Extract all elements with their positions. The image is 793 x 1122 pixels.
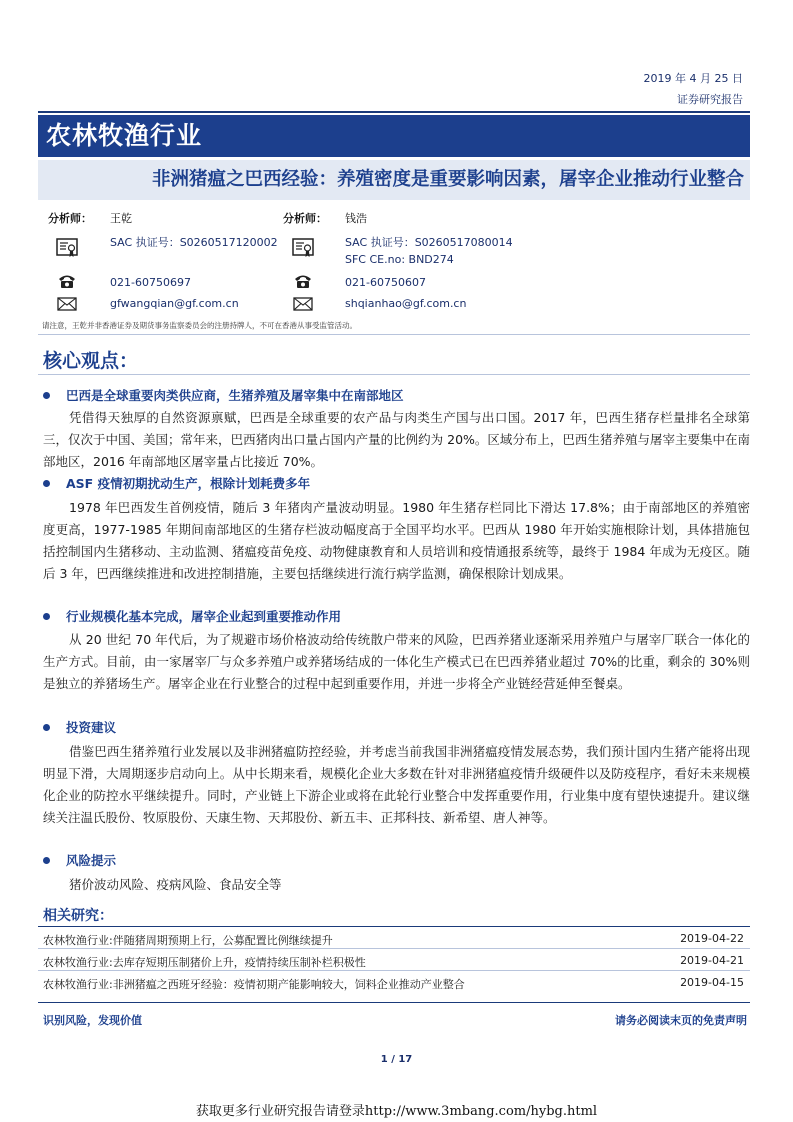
section-paragraph: 凭借得天独厚的自然资源禀赋，巴西是全球重要的农产品与肉类生产国与出口国。2017 年，巴西生猪存栏量排名全球第三，仅次于中国、美国；常年来，巴西猪肉出口量占国内产量的比例约为 20%。区域分布上，巴西生猪养殖与屠宰主要集中在南部地区，2016 年南部地区屠宰量占比接近 70%。 [43, 410, 750, 469]
section-divider [38, 334, 750, 335]
report-date: 2019 年 4 月 25 日 [643, 72, 743, 85]
section-heading: 风险提示 [43, 851, 116, 869]
section-paragraph: 猪价波动风险、疫病风险、食品安全等 [69, 877, 282, 892]
footer-disclaimer-link: 请务必阅读末页的免责声明 [615, 1014, 747, 1027]
bullet-icon [43, 480, 50, 487]
bullet-icon [43, 613, 50, 620]
related-item[interactable]: 农林牧渔行业:非洲猪瘟之西班牙经验：疫情初期产能影响较大，饲料企业推动产业整合 2019-04-15 [43, 976, 744, 991]
sac-number: SAC 执证号：S0260517120002 [110, 236, 278, 249]
bullet-icon [43, 857, 50, 864]
related-research-title: 相关研究： [43, 908, 113, 924]
section-heading: ASF 疫情初期扰动生产，根除计划耗费多年 [43, 474, 310, 492]
certificate-icon [292, 237, 314, 259]
section-paragraph: 从 20 世纪 70 年代后，为了规避市场价格波动给传统散户带来的风险，巴西养猪业逐渐采用养殖户与屠宰厂联合一体化的生产方式。目前，由一家屠宰厂与众多养殖户或养猪场结成的一体化生产模式已在巴西养猪业超过 70%的比重，剩余的 30%则是独立的养猪场生产。屠宰企业在行业整合的过程中起到重要作用，并进一步将全产业链经营延伸至餐桌。 [43, 632, 750, 691]
analyst-name: 钱浩 [345, 212, 367, 225]
phone-icon [292, 270, 314, 292]
related-separator [38, 948, 750, 949]
section-paragraph: 1978 年巴西发生首例疫情，随后 3 年猪肉产量波动明显。1980 年生猪存栏同比下滑达 17.8%；由于南部地区的养殖密度更高，1977-1985 年期间南部地区的生猪存栏波动幅度高于全国平均水平。巴西从 1980 年开始实施根除计划，具体措施包括控制国内生猪移动、主动监测、猪瘟疫苗免疫、动物健康教育和人员培训和疫情通报系统等，最终于 1984 年成为无疫区。随后 3 年，巴西继续推进和改进控制措施，主要包括继续进行流行病学监测，确保根除计划成果。 [43, 500, 750, 581]
phone-number: 021-60750697 [110, 276, 191, 289]
download-note[interactable]: 获取更多行业研究报告请登录http://www.3mbang.com/hybg.html [195, 1104, 598, 1119]
section-heading: 投资建议 [43, 718, 116, 736]
sector-title: 农林牧渔行业 [38, 115, 750, 157]
bullet-icon [43, 724, 50, 731]
footer-slogan: 识别风险，发现价值 [43, 1014, 142, 1027]
phone-number: 021-60750607 [345, 276, 426, 289]
analyst-label: 分析师： [48, 212, 92, 225]
bullet-icon [43, 392, 50, 399]
report-headline: 非洲猪瘟之巴西经验：养殖密度是重要影响因素，屠宰企业推动行业整合 [38, 160, 750, 200]
section-paragraph: 借鉴巴西生猪养殖行业发展以及非洲猪瘟防控经验，并考虑当前我国非洲猪瘟疫情发展态势，我们预计国内生猪产能将出现明显下滑，大周期逐步启动向上。从中长期来看，规模化企业大多数在针对非洲猪瘟疫情升级硬件以及防疫程序，看好未来规模化企业的防控水平继续提升。同时，产业链上下游企业或将在此轮行业整合中发挥重要作用，行业集中度有望快速提升。建议继续关注温氏股份、牧原股份、天康生物、天邦股份、新五丰、正邦科技、新希望、唐人神等。 [43, 744, 750, 825]
email-icon [56, 293, 78, 315]
regulatory-disclaimer: 请注意，王乾并非香港证券及期货事务监察委员会的注册持牌人，不可在香港从事受监管活动。 [42, 321, 357, 330]
analyst-label: 分析师： [283, 212, 327, 225]
footer-divider [38, 1002, 750, 1003]
section-heading: 巴西是全球重要肉类供应商，生猪养殖及屠宰集中在南部地区 [43, 386, 404, 404]
email-address[interactable]: shqianhao@gf.com.cn [345, 297, 467, 310]
analyst-name: 王乾 [110, 212, 132, 225]
related-separator [38, 970, 750, 971]
section-heading: 行业规模化基本完成，屠宰企业起到重要推动作用 [43, 607, 341, 625]
related-item[interactable]: 农林牧渔行业:伴随猪周期预期上行，公募配置比例继续提升 2019-04-22 [43, 932, 744, 947]
email-icon [292, 293, 314, 315]
email-address[interactable]: gfwangqian@gf.com.cn [110, 297, 239, 310]
core-views-title: 核心观点： [43, 350, 139, 372]
sfc-number: SFC CE.no: BND274 [345, 253, 454, 266]
phone-icon [56, 270, 78, 292]
report-type: 证券研究报告 [677, 93, 743, 106]
related-divider [38, 926, 750, 927]
certificate-icon [56, 237, 78, 259]
core-views-underline [38, 374, 750, 375]
header-divider [38, 111, 750, 113]
page-number: 1 / 17 [380, 1054, 413, 1065]
sac-number: SAC 执证号：S0260517080014 [345, 236, 513, 249]
related-item[interactable]: 农林牧渔行业:去库存短期压制猪价上升，疫情持续压制补栏积极性 2019-04-21 [43, 954, 744, 969]
